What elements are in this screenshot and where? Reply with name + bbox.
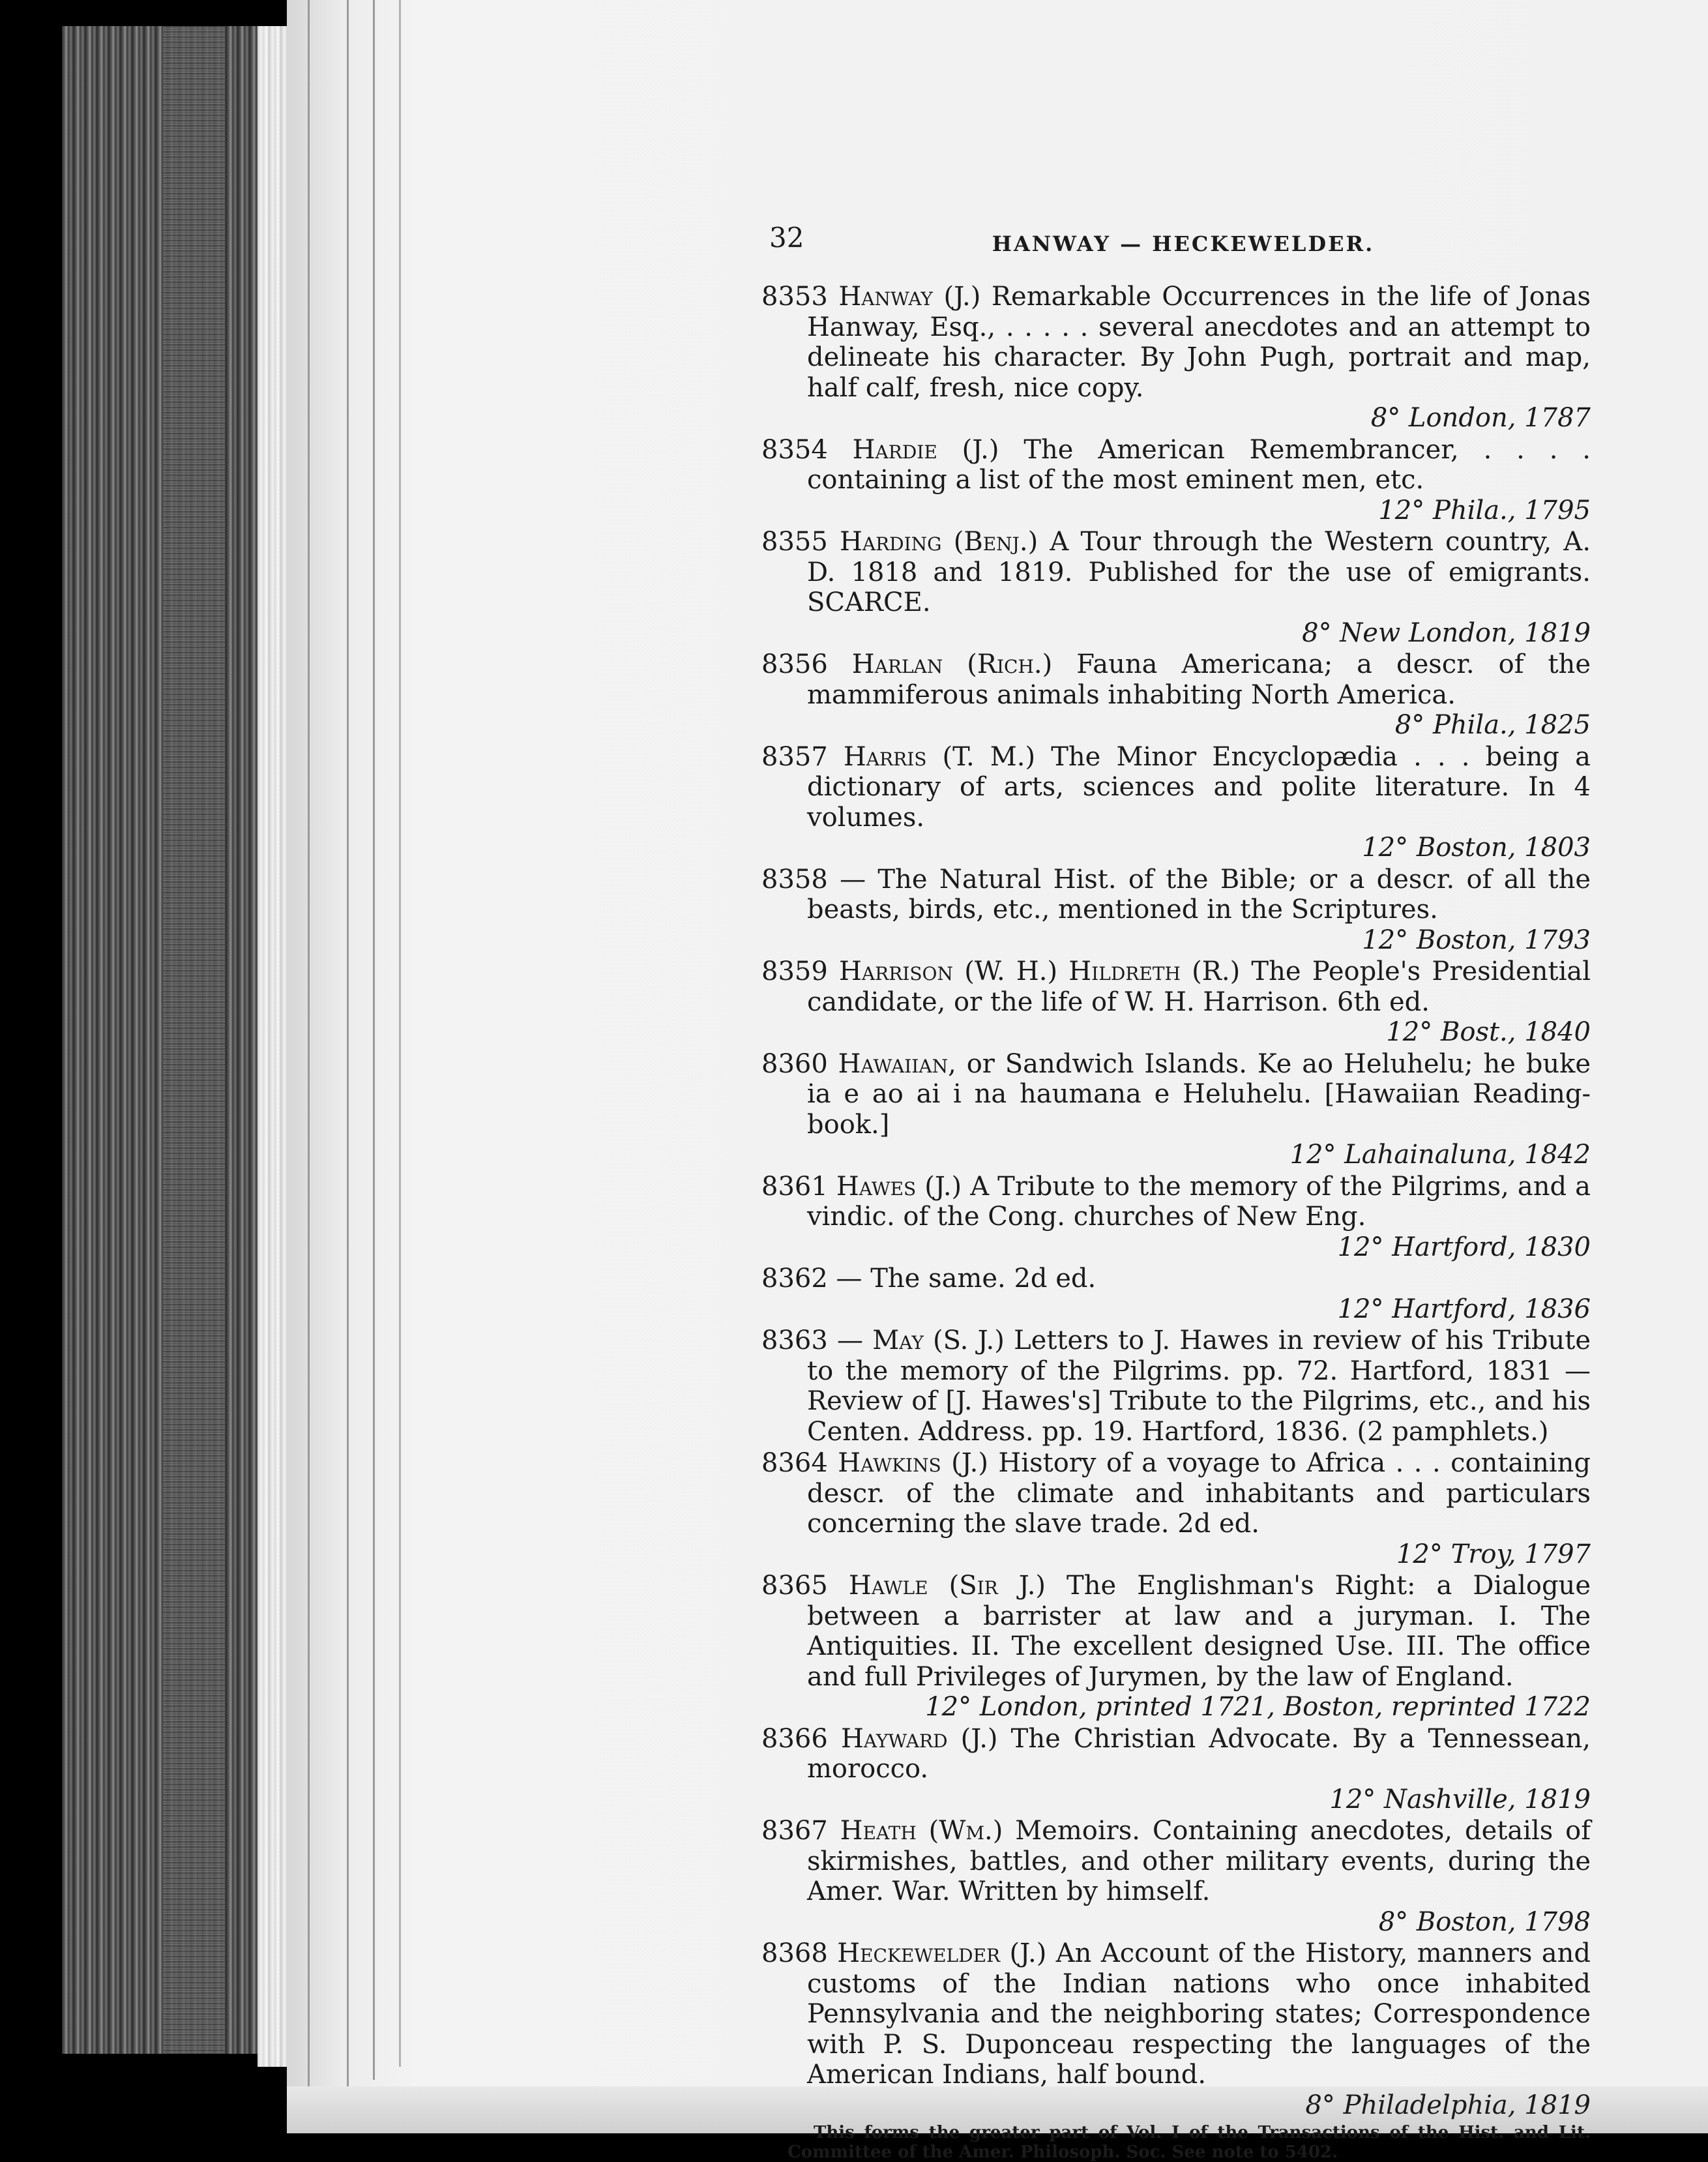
entry-author: Hardie (J.) (852, 434, 999, 465)
entry-imprint: 12° Nashville, 1819 (1329, 1784, 1591, 1814)
page-edge-line (373, 0, 375, 2080)
entry-title: The Minor Encyclopædia . . . being a dictionary of arts, sciences and polite literature. In 4 volumes. (807, 741, 1591, 833)
footnote: This forms the greater part of Vol. I of the Transactions of the Hist. and Lit. Committee of the Amer. Philosoph. Soc. See note to 5402. (788, 2123, 1591, 2162)
page-stack-speckle (163, 26, 225, 2054)
entry-author: Heath (Wm.) (840, 1816, 1003, 1846)
entry-title: Memoirs. Containing anecdotes, details of skirmishes, battles, and other military events, during the Amer. War. Written by himself. (807, 1816, 1591, 1906)
entry-title: Fauna Americana; a descr. of the mammiferous animals inhabiting North America. (807, 649, 1591, 710)
entry-imprint: 12° Hartford, 1830 (1337, 1232, 1591, 1262)
entry-title: or Sandwich Islands. Ke ao Heluhelu; he buke ia e ao ai i na haumana e Heluhelu. [Hawaiian Reading-book.] (807, 1048, 1591, 1140)
entry-title: The Natural Hist. of the Bible; or a descr. of all the beasts, birds, etc., mentioned in the Scriptures. (807, 864, 1591, 925)
entry-number: 8358 (761, 864, 828, 895)
entry-imprint: 12° Bost., 1840 (1386, 1017, 1591, 1047)
entry-title: History of a voyage to Africa . . . containing descr. of the climate and inhabitants and particulars concerning the slave trade. 2d ed. (807, 1448, 1591, 1539)
entry-number: 8353 (761, 282, 828, 312)
entry-number: 8354 (761, 434, 828, 465)
entry-imprint: 8° Phila., 1825 (1394, 710, 1591, 740)
entry-imprint: 12° Phila., 1795 (1378, 495, 1591, 526)
entry-author: Hayward (J.) (840, 1723, 998, 1754)
page-number: 32 (769, 222, 804, 254)
entry-imprint: 12° London, printed 1721, Boston, reprinted 1722 (925, 1692, 1591, 1722)
catalog-entry (761, 527, 1591, 648)
entry-imprint: 12° Hartford, 1836 (1337, 1294, 1591, 1324)
page-edge-line (399, 0, 401, 2067)
catalog-entry (761, 956, 1591, 1048)
page-edge-line (308, 0, 310, 2106)
entry-imprint: 12° Boston, 1793 (1362, 925, 1591, 955)
entry-number: 8367 (761, 1816, 828, 1846)
entry-author: Hawkins (J.) (838, 1448, 988, 1478)
entry-title: A Tour through the Western country, A. D. 1818 and 1819. Published for the use of emigrants. SCARCE. (807, 527, 1591, 617)
catalog-entry (761, 865, 1591, 956)
entry-number: 8365 (761, 1571, 828, 1601)
entry-imprint: 8° New London, 1819 (1302, 617, 1591, 648)
entry-number: 8360 (761, 1048, 828, 1079)
catalog-entry (761, 435, 1591, 526)
entry-number: 8363 (761, 1325, 828, 1355)
entry-number: 8362 (761, 1264, 828, 1294)
entry-author: — (836, 1264, 862, 1294)
entry-title: The same. 2d ed. (870, 1264, 1097, 1294)
catalog-entry (761, 649, 1591, 741)
page-edge-line (347, 0, 349, 2093)
entry-imprint: 8° London, 1787 (1370, 403, 1591, 433)
entry-imprint: 8° Philadelphia, 1819 (1305, 2090, 1591, 2120)
entry-title: Remarkable Occurrences in the life of Jonas Hanway, Esq., . . . . . several anecdotes and an attempt to delineate his character. By John Pugh, portrait and map, half calf, fresh, nice copy. (807, 282, 1591, 403)
entry-author: Hanway (J.) (838, 282, 981, 312)
entry-imprint: 12° Boston, 1803 (1362, 833, 1591, 863)
entry-title: The Christian Advocate. By a Tennessean, morocco. (807, 1723, 1591, 1784)
entry-title: Letters to J. Hawes in review of his Tribute to the memory of the Pilgrims. pp. 72. Hartford, 1831 — Review of [J. Hawes's] Tribute to the Pilgrims, etc., and his Centen. Address. pp. 19. Hartford, 1836. (2 pamphlets.) (807, 1325, 1591, 1447)
entry-author: Heckewelder (J.) (837, 1938, 1047, 1968)
entry-author: Harrison (W. H.) Hildreth (R.) (839, 956, 1241, 986)
entry-number: 8356 (761, 649, 828, 679)
catalog-entries (761, 282, 1591, 2162)
entry-author: Hawes (J.) (836, 1171, 962, 1202)
catalog-entry (761, 1049, 1591, 1170)
catalog-entry (761, 1724, 1591, 1815)
entry-title: A Tribute to the memory of the Pilgrims, and a vindic. of the Cong. churches of New Eng. (807, 1171, 1591, 1232)
catalog-entry (761, 1938, 1591, 2120)
entry-author: — May (S. J.) (837, 1325, 1005, 1355)
entry-title: The American Remembrancer, . . . . containing a list of the most eminent men, etc. (807, 434, 1591, 495)
entry-imprint: 8° Boston, 1798 (1378, 1906, 1591, 1937)
catalog-entry (761, 1448, 1591, 1569)
entry-number: 8361 (761, 1171, 828, 1202)
entry-author: Harding (Benj.) (839, 527, 1038, 557)
catalog-entry (761, 282, 1591, 434)
entry-author: Harlan (Rich.) (851, 649, 1053, 679)
catalog-entry (761, 742, 1591, 863)
entry-number: 8368 (761, 1938, 828, 1968)
entry-imprint: 12° Troy, 1797 (1396, 1539, 1591, 1569)
entry-author: — (840, 864, 866, 895)
entry-author: Hawaiian, (838, 1048, 956, 1079)
entry-title: The Englishman's Right: a Dialogue between a barrister at law and a juryman. I. The Antiquities. II. The excellent designed Use. III. The office and full Privileges of Jurymen, by the law of England. (807, 1571, 1591, 1692)
entry-author: Harris (T. M.) (843, 741, 1036, 772)
entry-number: 8359 (761, 956, 828, 986)
entry-number: 8357 (761, 741, 828, 772)
entry-title: An Account of the History, manners and customs of the Indian nations who once inhabited Pennsylvania and the neighboring states; Correspondence with P. S. Duponceau respecting the languages of the American Indians, half bound. (807, 1938, 1591, 2090)
entry-imprint: 12° Lahainaluna, 1842 (1289, 1140, 1591, 1170)
catalog-entry (761, 1172, 1591, 1263)
running-head: HANWAY — HECKEWELDER. (992, 231, 1375, 256)
entry-title: The People's Presidential candidate, or the life of W. H. Harrison. 6th ed. (807, 956, 1591, 1017)
catalog-entry (761, 1816, 1591, 1937)
entry-author: Hawle (Sir J.) (848, 1571, 1046, 1601)
entry-number: 8364 (761, 1448, 828, 1478)
catalog-entry (761, 1264, 1591, 1324)
entry-number: 8366 (761, 1723, 828, 1754)
catalog-entry (761, 1325, 1591, 1447)
entry-number: 8355 (761, 527, 828, 557)
catalog-entry (761, 1571, 1591, 1723)
